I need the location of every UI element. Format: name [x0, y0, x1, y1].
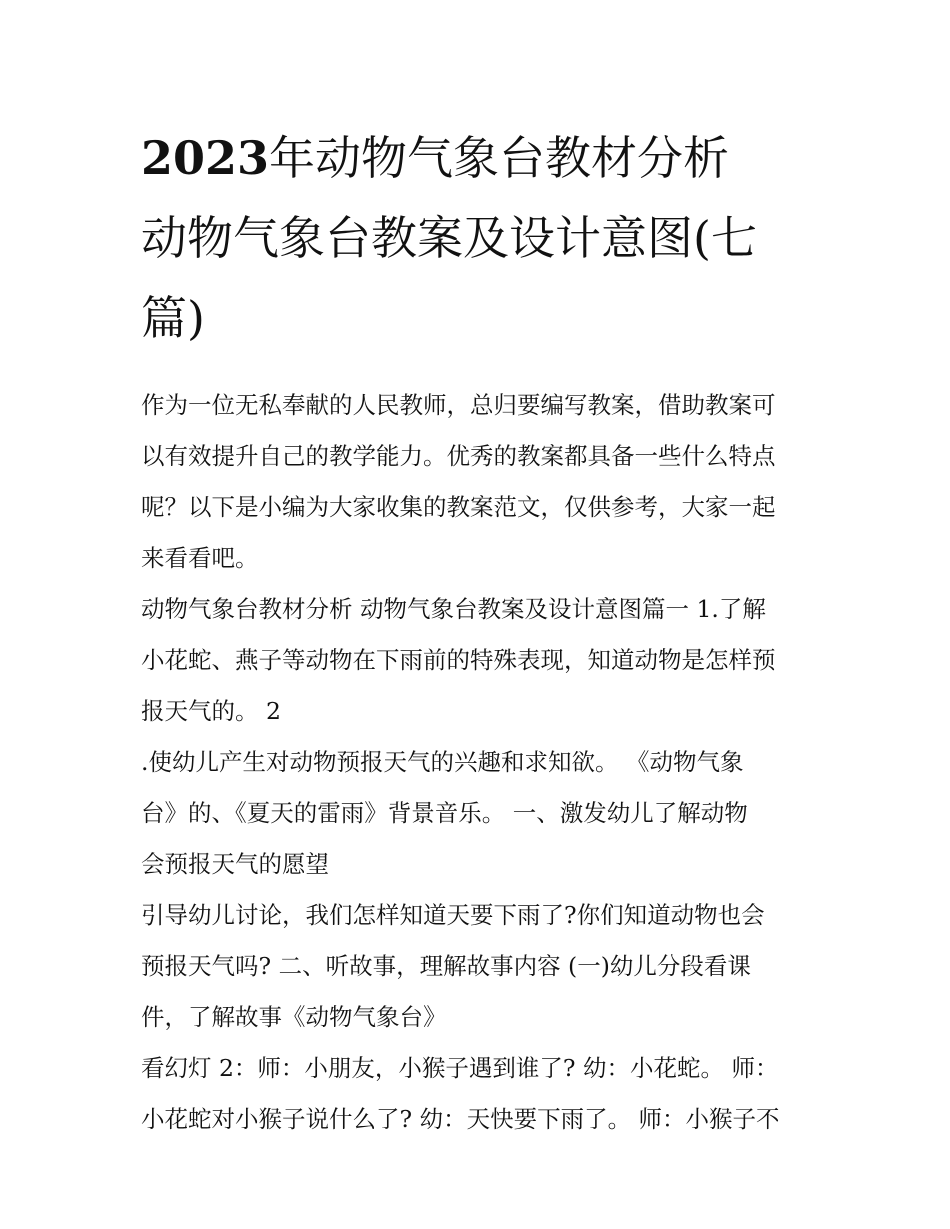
body-line: 动物气象台教材分析 动物气象台教案及设计意图篇一 1.了解 — [141, 595, 766, 623]
document-title — [141, 118, 821, 358]
body-line: 件，了解故事《动物气象台》 — [141, 1003, 447, 1031]
title-line-3: 篇) — [141, 291, 205, 345]
body-line: 呢？以下是小编为大家收集的教案范文，仅供参考，大家一起 — [141, 493, 776, 521]
body-line: 看幻灯 2：师：小朋友，小猴子遇到谁了? 幼：小花蛇。 师： — [141, 1054, 779, 1082]
document-page — [141, 118, 821, 1145]
body-line: 报天气的。 2 — [141, 697, 281, 725]
body-line: 作为一位无私奉献的人民教师，总归要编写教案，借助教案可 — [141, 391, 776, 419]
title-line-1 — [141, 118, 821, 198]
title-line-1-text: 年动物气象台教材分析 — [269, 131, 730, 185]
body-line: 预报天气吗? 二、听故事，理解故事内容 (一)幼儿分段看课 — [141, 952, 751, 980]
title-line-2: 动物气象台教案及设计意图(七 — [141, 211, 757, 265]
body-line: 小花蛇对小猴子说什么了? 幼：天快要下雨了。 师：小猴子不 — [141, 1105, 780, 1133]
body-line: 台》的、《夏天的雷雨》背景音乐。 一、激发幼儿了解动物 — [141, 799, 748, 827]
body-line: 小花蛇、燕子等动物在下雨前的特殊表现，知道动物是怎样预 — [141, 646, 776, 674]
body-line: 来看看吧。 — [141, 544, 259, 572]
body-line: 会预报天气的愿望 — [141, 850, 329, 878]
body-line: .使幼儿产生对动物预报天气的兴趣和求知欲。 《动物气象 — [141, 748, 744, 776]
document-body — [141, 380, 821, 1145]
body-line: 引导幼儿讨论，我们怎样知道天要下雨了?你们知道动物也会 — [141, 901, 765, 929]
title-year: 2023 — [141, 131, 270, 185]
body-line: 以有效提升自己的教学能力。优秀的教案都具备一些什么特点 — [141, 442, 776, 470]
